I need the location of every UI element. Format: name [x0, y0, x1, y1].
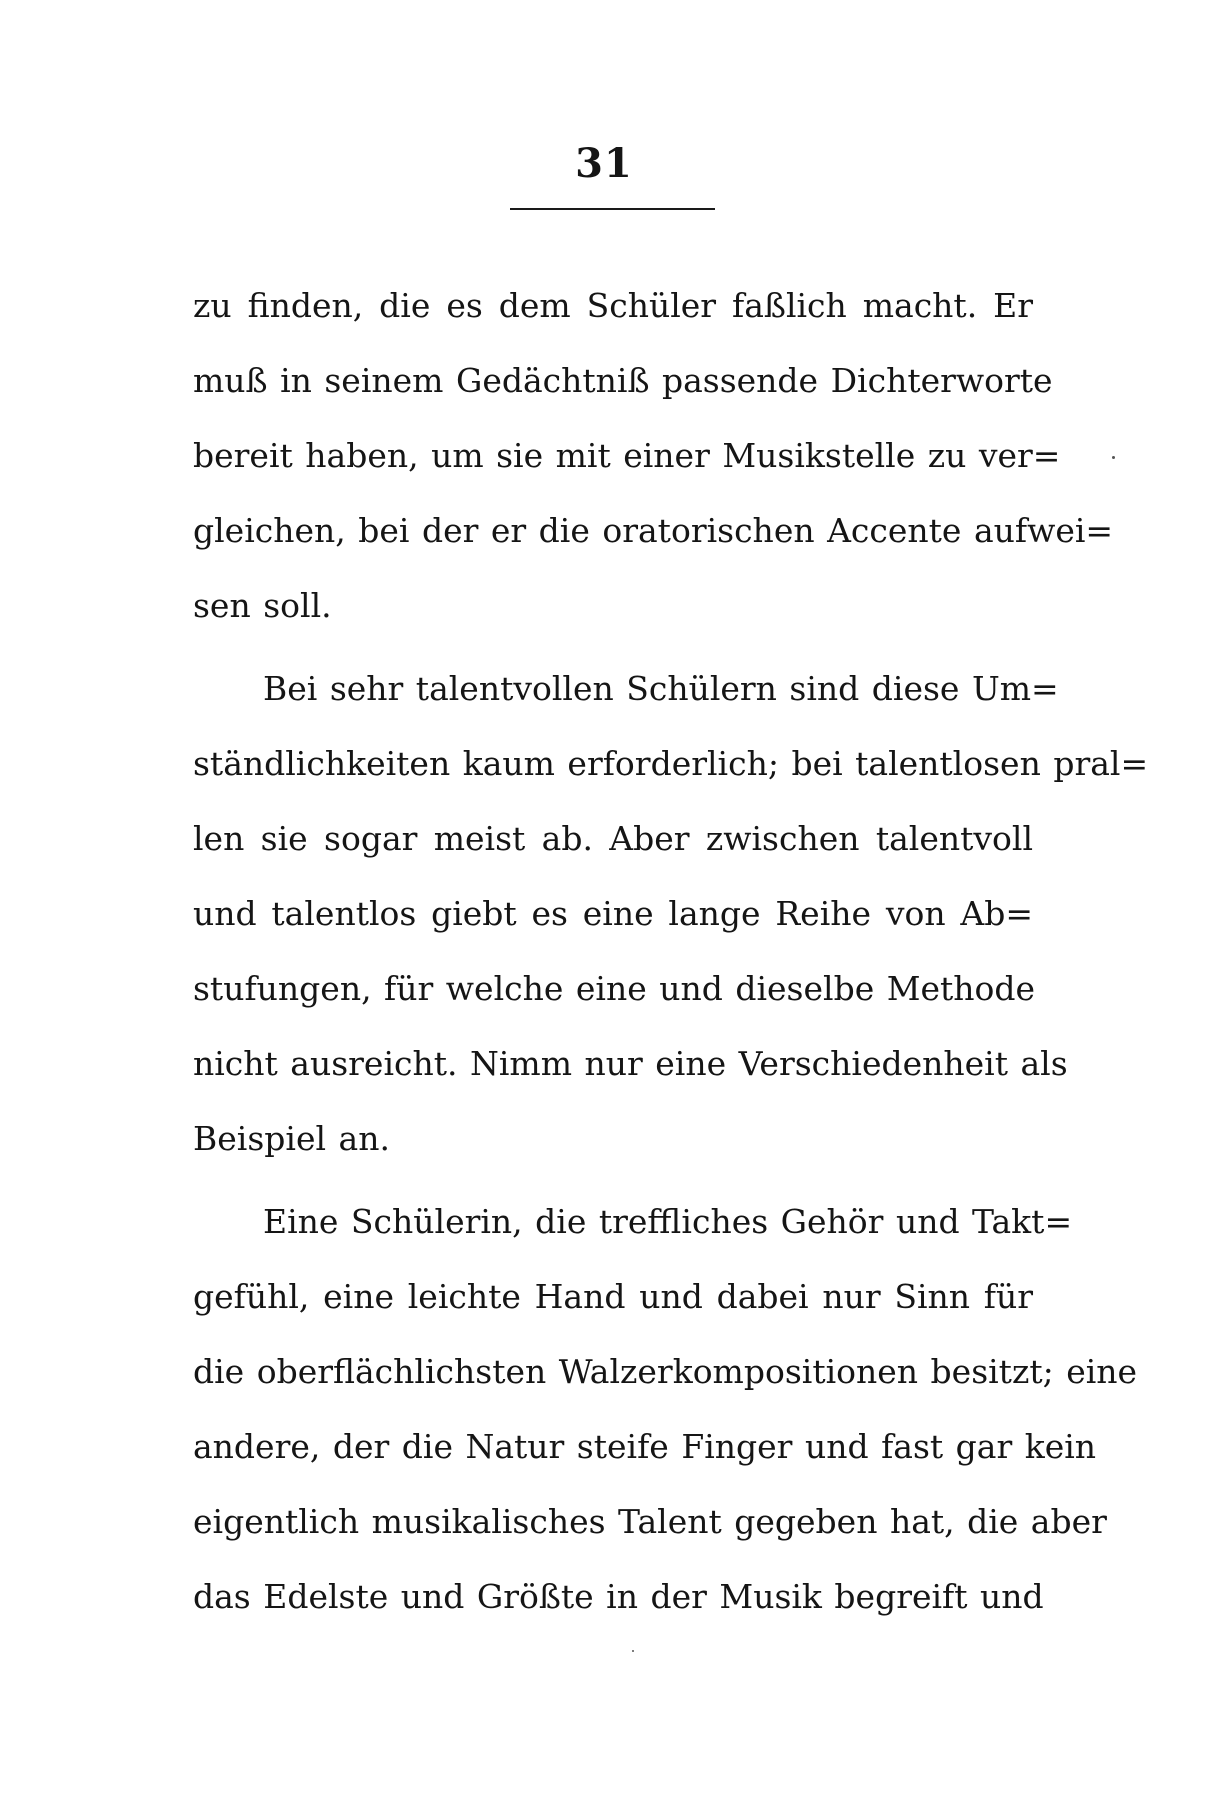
header-rule [510, 208, 715, 210]
text-line: len sie sogar meist ab. Aber zwischen talentvoll [193, 819, 1033, 858]
text-line: andere, der die Natur steife Finger und fast gar kein [193, 1427, 1097, 1466]
text-line: gefühl, eine leichte Hand und dabei nur Sinn für [193, 1277, 1033, 1316]
text-line: sen soll. [193, 586, 332, 625]
text-line: zu finden, die es dem Schüler faßlich macht. Er [193, 286, 1033, 325]
paper-speck [632, 1650, 634, 1652]
text-line: Eine Schülerin, die treffliches Gehör und Takt= [263, 1202, 1073, 1241]
body-text [193, 268, 1149, 1634]
text-line: Bei sehr talentvollen Schülern sind diese Um= [263, 669, 1059, 708]
text-line: muß in seinem Gedächtniß passende Dichterworte [193, 361, 1053, 400]
text-line: ständlichkeiten kaum erforderlich; bei talentlosen pral= [193, 744, 1149, 783]
text-line: Beispiel an. [193, 1119, 390, 1158]
paper-speck [1112, 456, 1115, 459]
text-line: nicht ausreicht. Nimm nur eine Verschiedenheit als [193, 1044, 1068, 1083]
page-number: 31 [575, 140, 633, 187]
text-line: stufungen, für welche eine und dieselbe Methode [193, 969, 1036, 1008]
text-line: und talentlos giebt es eine lange Reihe von Ab= [193, 894, 1033, 933]
text-line: das Edelste und Größte in der Musik begreift und [193, 1577, 1044, 1616]
text-line: eigentlich musikalisches Talent gegeben hat, die aber [193, 1502, 1107, 1541]
text-line: bereit haben, um sie mit einer Musikstelle zu ver= [193, 436, 1061, 475]
text-line: gleichen, bei der er die oratorischen Accente aufwei= [193, 511, 1114, 550]
text-line: die oberflächlichsten Walzerkompositionen besitzt; eine [193, 1352, 1138, 1391]
